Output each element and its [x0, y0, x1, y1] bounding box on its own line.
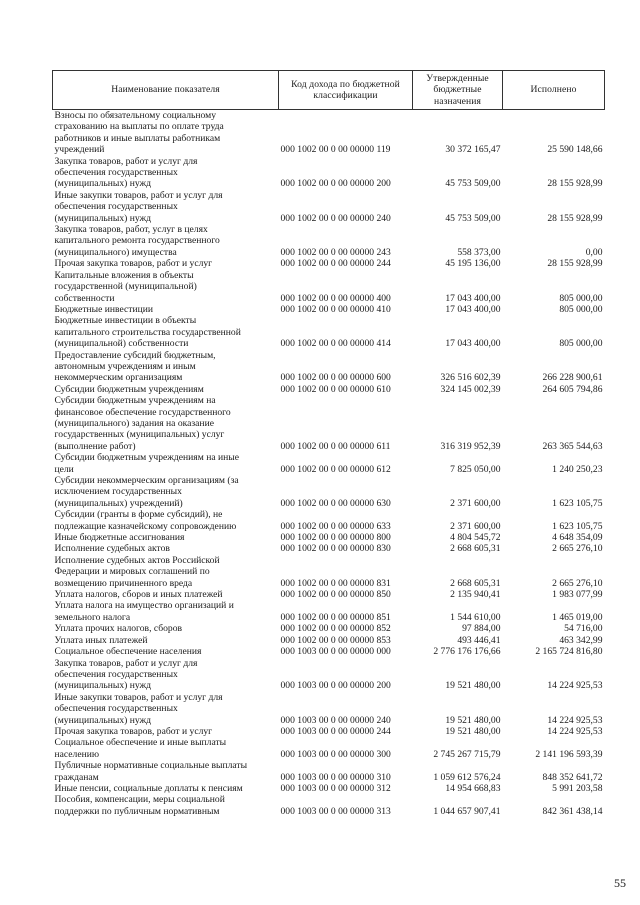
row-name: Предоставление субсидий бюджетным, автономным учреждениям и иным некоммерческим организациям — [54, 349, 216, 384]
table-row — [53, 760, 605, 783]
row-approved: 2 668 605,31 — [450, 543, 501, 555]
row-approved: 326 516 602,39 — [440, 372, 501, 384]
row-approved: 17 043 400,00 — [445, 338, 501, 350]
row-name: Закупка товаров, работ и услуг для обеспечения государственных (муниципальных) нужд — [54, 657, 198, 692]
row-approved: 316 319 952,39 — [440, 440, 501, 452]
row-name: Уплата иных платежей — [54, 634, 148, 646]
row-approved: 17 043 400,00 — [445, 303, 501, 315]
row-name: Прочая закупка товаров, работ и услуг — [54, 258, 213, 270]
table-row — [53, 623, 605, 634]
row-executed: 1 240 250,23 — [552, 463, 603, 475]
row-approved: 2 776 176 176,66 — [433, 646, 501, 658]
row-executed: 28 155 928,99 — [547, 258, 603, 270]
table-row — [53, 794, 605, 817]
row-executed: 4 648 354,09 — [552, 532, 603, 544]
row-name: Иные пенсии, социальные доплаты к пенсиям — [54, 782, 243, 794]
row-approved: 97 884,00 — [462, 623, 501, 635]
row-executed: 14 224 925,53 — [547, 714, 603, 726]
row-executed: 14 224 925,53 — [547, 725, 603, 737]
row-executed: 25 590 148,66 — [547, 144, 603, 156]
header-indicator-name: Наименование показателя — [53, 71, 279, 110]
row-code: 000 1002 00 0 00 00000 243 — [280, 246, 391, 258]
row-executed: 2 141 196 593,39 — [535, 748, 603, 760]
table-row — [53, 475, 605, 509]
table-row — [53, 190, 605, 224]
row-name: Прочая закупка товаров, работ и услуг — [54, 725, 213, 737]
header-approved: Утвержденные бюджетные назначения — [413, 71, 503, 110]
table-row — [53, 600, 605, 623]
row-approved: 19 521 480,00 — [445, 680, 501, 692]
page-number: 55 — [614, 876, 626, 890]
row-approved: 1 059 612 576,24 — [433, 771, 501, 783]
row-approved: 7 825 050,00 — [450, 463, 501, 475]
row-executed: 842 361 438,14 — [542, 805, 603, 817]
row-code: 000 1003 00 0 00 00000 300 — [280, 748, 391, 760]
row-executed: 2 165 724 816,80 — [535, 646, 603, 658]
row-executed: 54 716,00 — [564, 623, 603, 635]
row-name: Исполнение судебных актов Российской Федерации и мировых соглашений по возмещению причиненного вреда — [54, 554, 220, 589]
row-code: 000 1002 00 0 00 00000 800 — [280, 532, 391, 544]
row-approved: 30 372 165,47 — [445, 144, 501, 156]
budget-execution-table — [52, 70, 605, 817]
row-name: Субсидии бюджетным учреждениям на иные цели — [54, 452, 239, 475]
row-code: 000 1002 00 0 00 00000 240 — [280, 212, 391, 224]
row-approved: 4 804 545,72 — [450, 532, 501, 544]
row-approved: 493 446,41 — [457, 634, 501, 646]
row-code: 000 1002 00 0 00 00000 611 — [280, 440, 391, 452]
row-executed: 848 352 641,72 — [542, 771, 603, 783]
table-row — [53, 509, 605, 532]
row-name: Уплата налогов, сборов и иных платежей — [54, 589, 223, 601]
row-executed: 2 665 276,10 — [552, 577, 603, 589]
row-approved: 14 954 668,83 — [445, 782, 501, 794]
row-name: Социальное обеспечение и иные выплаты населению — [54, 737, 227, 760]
row-executed: 28 155 928,99 — [547, 178, 603, 190]
row-name: Капитальные вложения в объекты государственной (муниципальной) собственности — [54, 269, 197, 304]
table-body — [53, 110, 605, 818]
table-row — [53, 258, 605, 269]
row-approved: 45 753 509,00 — [445, 178, 501, 190]
row-approved: 19 521 480,00 — [445, 725, 501, 737]
row-approved: 45 195 136,00 — [445, 258, 501, 270]
row-code: 000 1002 00 0 00 00000 414 — [280, 338, 391, 350]
row-executed: 805 000,00 — [559, 303, 603, 315]
table-row — [53, 555, 605, 589]
row-approved: 2 745 267 715,79 — [433, 748, 501, 760]
row-name: Бюджетные инвестиции в объекты капитального строительства государственной (муниципальной) собственности — [54, 315, 241, 350]
row-code: 000 1003 00 0 00 00000 000 — [280, 646, 391, 658]
table-row — [53, 270, 605, 304]
row-executed: 14 224 925,53 — [547, 680, 603, 692]
table-row — [53, 395, 605, 452]
table-row — [53, 692, 605, 726]
row-name: Субсидии (гранты в форме субсидий), не подлежащие казначейскому сопровождению — [54, 509, 237, 532]
row-name: Закупка товаров, работ и услуг для обеспечения государственных (муниципальных) нужд — [54, 155, 198, 190]
row-name: Субсидии некоммерческим организациям (за исключением государственных (муниципальных) учреждений) — [54, 475, 239, 509]
row-name: Бюджетные инвестиции — [54, 303, 153, 315]
row-name: Взносы по обязательному социальному страхованию на выплаты по оплате труда работников и иные выплаты работникам учреждений — [54, 110, 224, 156]
row-name: Социальное обеспечение населения — [54, 646, 202, 658]
row-code: 000 1002 00 0 00 00000 852 — [280, 623, 391, 635]
table-row — [53, 726, 605, 737]
row-executed: 2 665 276,10 — [552, 543, 603, 555]
row-code: 000 1003 00 0 00 00000 240 — [280, 714, 391, 726]
table-row — [53, 224, 605, 258]
table-row — [53, 543, 605, 554]
row-executed: 0,00 — [585, 246, 603, 258]
row-executed: 805 000,00 — [559, 292, 603, 304]
row-name: Субсидии бюджетным учреждениям на финансовое обеспечение государственного (муниципального) задания на оказание государственных (муниципальных) услуг (выполнение работ) — [54, 395, 231, 452]
row-name: Уплата прочих налогов, сборов — [54, 623, 183, 635]
row-name: Пособия, компенсации, меры социальной поддержки по публичным нормативным — [54, 794, 225, 817]
row-approved: 19 521 480,00 — [445, 714, 501, 726]
row-name: Иные закупки товаров, работ и услуг для обеспечения государственных (муниципальных) нужд — [54, 691, 223, 726]
row-code: 000 1002 00 0 00 00000 851 — [280, 611, 391, 623]
table-row — [53, 384, 605, 395]
table-row — [53, 646, 605, 657]
row-code: 000 1003 00 0 00 00000 313 — [280, 805, 391, 817]
table-header-row — [53, 71, 605, 110]
table-row — [53, 452, 605, 475]
row-approved: 1 544 610,00 — [450, 611, 501, 623]
row-approved: 558 373,00 — [457, 246, 501, 258]
row-code: 000 1002 00 0 00 00000 119 — [280, 144, 391, 156]
table-row — [53, 635, 605, 646]
table-row — [53, 589, 605, 600]
row-name: Иные закупки товаров, работ и услуг для обеспечения государственных (муниципальных) нужд — [54, 189, 223, 224]
row-name: Исполнение судебных актов — [54, 543, 170, 555]
table-row — [53, 156, 605, 190]
row-approved: 45 753 509,00 — [445, 212, 501, 224]
row-executed: 263 365 544,63 — [542, 440, 603, 452]
row-code: 000 1002 00 0 00 00000 610 — [280, 383, 391, 395]
row-approved: 2 668 605,31 — [450, 577, 501, 589]
row-code: 000 1002 00 0 00 00000 410 — [280, 303, 391, 315]
row-approved: 2 371 600,00 — [450, 497, 501, 509]
row-code: 000 1002 00 0 00 00000 244 — [280, 258, 391, 270]
row-approved: 17 043 400,00 — [445, 292, 501, 304]
row-executed: 5 991 203,58 — [552, 782, 603, 794]
row-executed: 463 342,99 — [559, 634, 603, 646]
header-budget-code: Код дохода по бюджетной классификации — [279, 71, 413, 110]
row-code: 000 1002 00 0 00 00000 831 — [280, 577, 391, 589]
table-row — [53, 658, 605, 692]
table-row — [53, 783, 605, 794]
row-code: 000 1002 00 0 00 00000 830 — [280, 543, 391, 555]
row-approved: 2 371 600,00 — [450, 520, 501, 532]
row-code: 000 1002 00 0 00 00000 400 — [280, 292, 391, 304]
row-executed: 805 000,00 — [559, 338, 603, 350]
row-code: 000 1002 00 0 00 00000 850 — [280, 589, 391, 601]
table-row — [53, 315, 605, 349]
row-name: Субсидии бюджетным учреждениям — [54, 383, 204, 395]
row-executed: 264 605 794,86 — [542, 383, 603, 395]
row-code: 000 1003 00 0 00 00000 200 — [280, 680, 391, 692]
table-row — [53, 737, 605, 760]
table-row — [53, 304, 605, 315]
row-executed: 1 623 105,75 — [552, 497, 603, 509]
row-executed: 28 155 928,99 — [547, 212, 603, 224]
row-name: Иные бюджетные ассигнования — [54, 532, 185, 544]
row-name: Публичные нормативные социальные выплаты гражданам — [54, 760, 248, 783]
row-code: 000 1003 00 0 00 00000 310 — [280, 771, 391, 783]
row-name: Уплата налога на имущество организаций и земельного налога — [54, 600, 234, 623]
header-executed: Исполнено — [503, 71, 605, 110]
row-approved: 2 135 940,41 — [450, 589, 501, 601]
row-code: 000 1002 00 0 00 00000 612 — [280, 463, 391, 475]
row-code: 000 1003 00 0 00 00000 312 — [280, 782, 391, 794]
row-executed: 1 623 105,75 — [552, 520, 603, 532]
row-code: 000 1002 00 0 00 00000 853 — [280, 634, 391, 646]
row-approved: 1 044 657 907,41 — [433, 805, 501, 817]
row-code: 000 1002 00 0 00 00000 200 — [280, 178, 391, 190]
table-row — [53, 532, 605, 543]
table-row — [53, 350, 605, 384]
row-executed: 1 983 077,99 — [552, 589, 603, 601]
row-code: 000 1003 00 0 00 00000 244 — [280, 725, 391, 737]
row-executed: 266 228 900,61 — [542, 372, 603, 384]
table-row — [53, 110, 605, 156]
row-code: 000 1002 00 0 00 00000 630 — [280, 497, 391, 509]
row-code: 000 1002 00 0 00 00000 633 — [280, 520, 391, 532]
row-executed: 1 465 019,00 — [552, 611, 603, 623]
row-name: Закупка товаров, работ, услуг в целях капитального ремонта государственного (муниципального) имущества — [54, 224, 220, 258]
row-code: 000 1002 00 0 00 00000 600 — [280, 372, 391, 384]
row-approved: 324 145 002,39 — [440, 383, 501, 395]
